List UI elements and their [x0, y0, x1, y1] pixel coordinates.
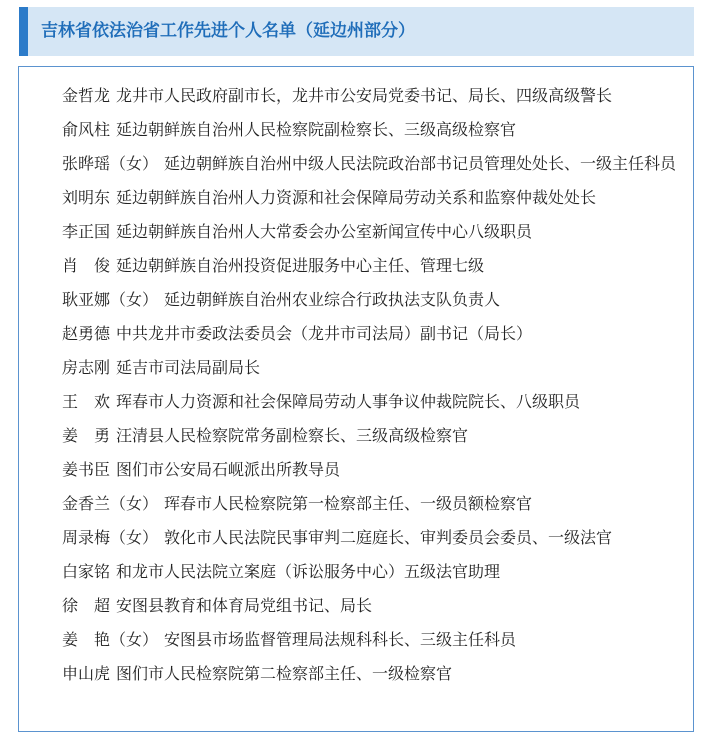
list-item	[28, 147, 684, 181]
person-name: 姜 艳（女）	[62, 630, 159, 649]
person-name: 周录梅（女）	[62, 528, 159, 547]
person-name: 姜 勇	[62, 426, 111, 445]
person-position: 延边朝鲜族自治州人大常委会办公室新闻宣传中心八级职员	[116, 222, 533, 241]
person-name: 白家铭	[62, 562, 111, 581]
list-item	[28, 351, 684, 385]
list-item	[28, 79, 684, 113]
person-position: 延边朝鲜族自治州人力资源和社会保障局劳动关系和监察仲裁处处长	[116, 188, 597, 207]
person-name: 金哲龙	[62, 86, 111, 105]
page-title: 吉林省依法治省工作先进个人名单（延边州部分）	[41, 21, 415, 41]
person-position: 安图县市场监督管理局法规科科长、三级主任科员	[164, 630, 517, 649]
person-position: 中共龙井市委政法委员会（龙井市司法局）副书记（局长）	[116, 324, 533, 343]
person-name: 刘明东	[62, 188, 111, 207]
person-position: 延边朝鲜族自治州投资促进服务中心主任、管理七级	[116, 256, 485, 275]
person-name: 房志刚	[62, 358, 111, 377]
header-accent-bar	[19, 7, 28, 56]
person-name: 王 欢	[62, 392, 111, 411]
person-name: 申山虎	[62, 664, 111, 683]
list-item	[28, 589, 684, 623]
section-header	[19, 7, 694, 56]
list-item	[28, 657, 684, 691]
person-position: 汪清县人民检察院常务副检察长、三级高级检察官	[116, 426, 469, 445]
list-item	[28, 521, 684, 555]
name-list	[28, 79, 684, 691]
person-name: 姜书臣	[62, 460, 111, 479]
person-name: 俞风柱	[62, 120, 111, 139]
person-name: 李正国	[62, 222, 111, 241]
list-item	[28, 453, 684, 487]
person-name: 徐 超	[62, 596, 111, 615]
person-position: 龙井市人民政府副市长，龙井市公安局党委书记、局长、四级高级警长	[116, 86, 613, 105]
person-name: 张晔瑶（女）	[62, 154, 159, 173]
person-position: 珲春市人民检察院第一检察部主任、一级员额检察官	[164, 494, 533, 513]
list-item	[28, 215, 684, 249]
person-position: 和龙市人民法院立案庭（诉讼服务中心）五级法官助理	[116, 562, 501, 581]
list-item	[28, 317, 684, 351]
person-position: 图们市人民检察院第二检察部主任、一级检察官	[116, 664, 453, 683]
list-item	[28, 283, 684, 317]
person-name: 耿亚娜（女）	[62, 290, 159, 309]
list-item	[28, 113, 684, 147]
person-position: 敦化市人民法院民事审判二庭庭长、审判委员会委员、一级法官	[164, 528, 613, 547]
list-item	[28, 555, 684, 589]
list-item	[28, 249, 684, 283]
name-list-box	[18, 66, 694, 732]
person-name: 金香兰（女）	[62, 494, 159, 513]
person-position: 延边朝鲜族自治州人民检察院副检察长、三级高级检察官	[116, 120, 517, 139]
list-item	[28, 623, 684, 657]
person-position: 延吉市司法局副局长	[116, 358, 261, 377]
list-item	[28, 181, 684, 215]
person-position: 延边朝鲜族自治州中级人民法院政治部书记员管理处处长、一级主任科员	[164, 154, 677, 173]
person-position: 延边朝鲜族自治州农业综合行政执法支队负责人	[164, 290, 501, 309]
person-position: 珲春市人力资源和社会保障局劳动人事争议仲裁院院长、八级职员	[116, 392, 581, 411]
list-item	[28, 385, 684, 419]
list-item	[28, 487, 684, 521]
list-item	[28, 419, 684, 453]
person-name: 肖 俊	[62, 256, 111, 275]
person-name: 赵勇德	[62, 324, 111, 343]
person-position: 安图县教育和体育局党组书记、局长	[116, 596, 373, 615]
person-position: 图们市公安局石岘派出所教导员	[116, 460, 341, 479]
